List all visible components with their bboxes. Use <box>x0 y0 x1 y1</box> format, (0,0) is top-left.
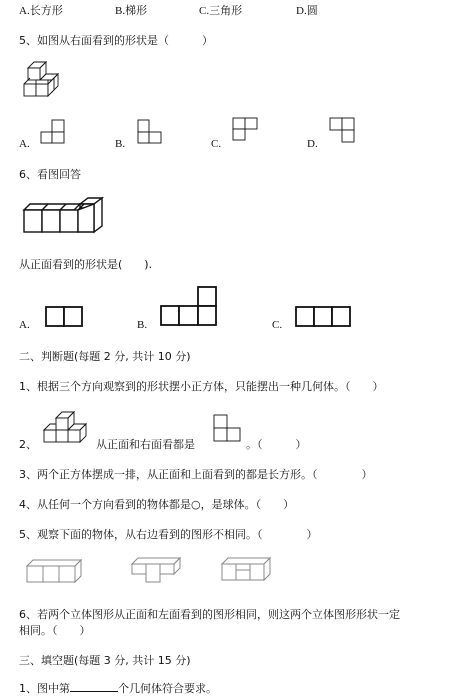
section3-title: 三、填空题(每题 3 分, 共计 15 分) <box>19 654 191 667</box>
q5-option-a-label: A. <box>19 138 30 150</box>
q5-option-c-label: C. <box>211 138 222 150</box>
s2-item-2-suffix: 。（ ） <box>246 438 307 451</box>
s2-item-2-text: 从正面和右面看都是 <box>96 438 195 451</box>
s2-item-2-cube-figure <box>40 412 92 442</box>
q5-stem: 5、如图从右面看到的形状是（ ） <box>19 34 213 47</box>
s2-item-6-line-1: 6、若两个立体图形从正面和左面看到的图形相同，则这两个立体图形形状一定 <box>19 608 400 621</box>
s2-item-2-view-shape <box>213 414 243 442</box>
s3-q1-suffix: 个几何体符合要求。 <box>118 682 217 695</box>
s2-item-3: 3、两个正方体摆成一排，从正面和上面看到的都是长方形。（ ） <box>19 468 373 481</box>
q5-option-a-shape <box>40 119 68 145</box>
q4-option-a: A.长方形 <box>19 5 63 17</box>
s2-item-5: 5、观察下面的物体，从右边看到的图形不相同。（ ） <box>19 528 318 541</box>
section2-title: 二、判断题(每题 2 分, 共计 10 分) <box>19 350 191 363</box>
q4-option-b: B.梯形 <box>115 5 148 17</box>
q6-question: 从正面看到的形状是( ). <box>19 258 153 271</box>
q6-option-b-shape <box>160 286 220 328</box>
q4-option-d: D.圆 <box>296 5 318 17</box>
s2-item-1: 1、根据三个方向观察到的形状摆小正方体，只能摆出一种几何体。（ ） <box>19 380 384 393</box>
s2-item-5-figure-1 <box>25 558 85 584</box>
s2-item-2-prefix: 2、 <box>19 438 37 451</box>
s3-q1-prefix: 1、图中第 <box>19 682 70 695</box>
s2-item-6-line-2: 相同。（ ） <box>19 624 91 637</box>
s2-item-5-figure-2 <box>130 556 186 584</box>
q4-option-c: C.三角形 <box>199 5 243 17</box>
q6-cube-figure <box>22 196 102 238</box>
q6-stem: 6、看图回答 <box>19 168 81 181</box>
q5-option-d-shape <box>329 117 357 145</box>
q5-cube-figure <box>22 60 70 102</box>
q6-option-c-shape <box>295 306 355 328</box>
q6-option-a-label: A. <box>19 319 30 331</box>
s3-q1-blank[interactable] <box>70 681 118 692</box>
q5-option-b-label: B. <box>115 138 126 150</box>
q5-option-c-shape <box>232 117 260 143</box>
q5-option-d-label: D. <box>307 138 318 150</box>
q5-option-b-shape <box>137 119 165 145</box>
q6-option-b-label: B. <box>137 319 148 331</box>
q6-option-c-label: C. <box>272 319 283 331</box>
s2-item-5-figure-3 <box>220 556 276 584</box>
s3-question-1 <box>19 680 217 696</box>
q6-option-a-shape <box>45 306 85 328</box>
s2-item-4: 4、从任何一个方向看到的物体都是○，是球体。（ ） <box>19 498 295 511</box>
